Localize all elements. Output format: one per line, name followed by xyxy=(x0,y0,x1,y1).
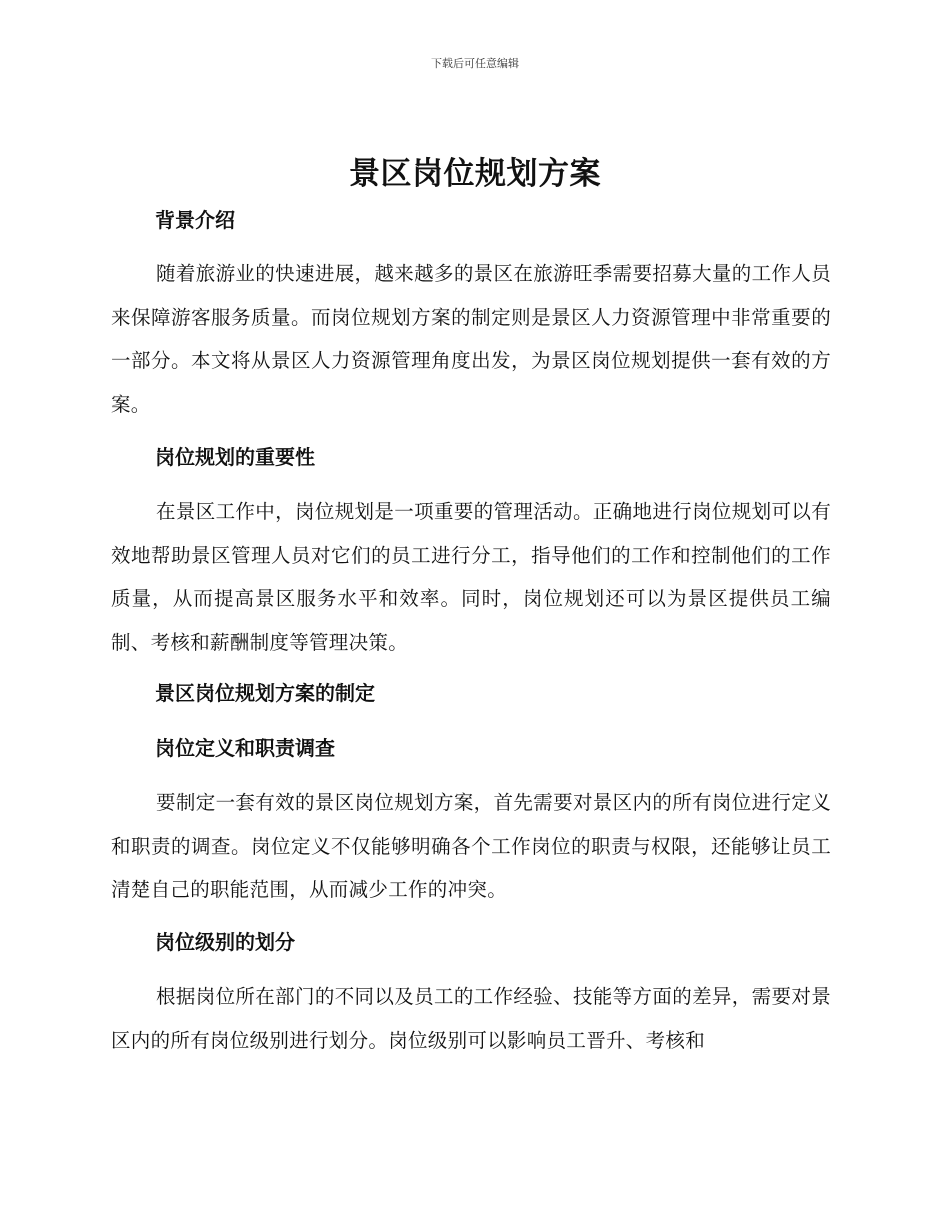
section-paragraph-background: 随着旅游业的快速进展，越来越多的景区在旅游旺季需要招募大量的工作人员来保障游客服务质量。而岗位规划方案的制定则是景区人力资源管理中非常重要的一部分。本文将从景区人力资源管理角度出发，为景区岗位规划提供一套有效的方案。 xyxy=(111,262,831,416)
section-paragraph-definition: 要制定一套有效的景区岗位规划方案，首先需要对景区内的所有岗位进行定义和职责的调查。岗位定义不仅能够明确各个工作岗位的职责与权限，还能够让员工清楚自己的职能范围，从而减少工作的冲突。 xyxy=(111,791,831,901)
section-heading-importance: 岗位规划的重要性 xyxy=(155,445,315,469)
section-paragraph-importance: 在景区工作中，岗位规划是一项重要的管理活动。正确地进行岗位规划可以有效地帮助景区管理人员对它们的员工进行分工，指导他们的工作和控制他们的工作质量，从而提高景区服务水平和效率。同时，岗位规划还可以为景区提供员工编制、考核和薪酬制度等管理决策。 xyxy=(111,500,831,654)
section-heading-levels: 岗位级别的划分 xyxy=(155,930,295,954)
section-heading-definition: 岗位定义和职责调查 xyxy=(155,736,335,760)
header-note: 下载后可任意编辑 xyxy=(431,57,519,70)
document-title: 景区岗位规划方案 xyxy=(349,156,601,192)
section-paragraph-levels: 根据岗位所在部门的不同以及员工的工作经验、技能等方面的差异，需要对景区内的所有岗位级别进行划分。岗位级别可以影响员工晋升、考核和 xyxy=(111,985,831,1052)
section-heading-formulation: 景区岗位规划方案的制定 xyxy=(155,681,375,705)
section-heading-background: 背景介绍 xyxy=(155,208,235,232)
